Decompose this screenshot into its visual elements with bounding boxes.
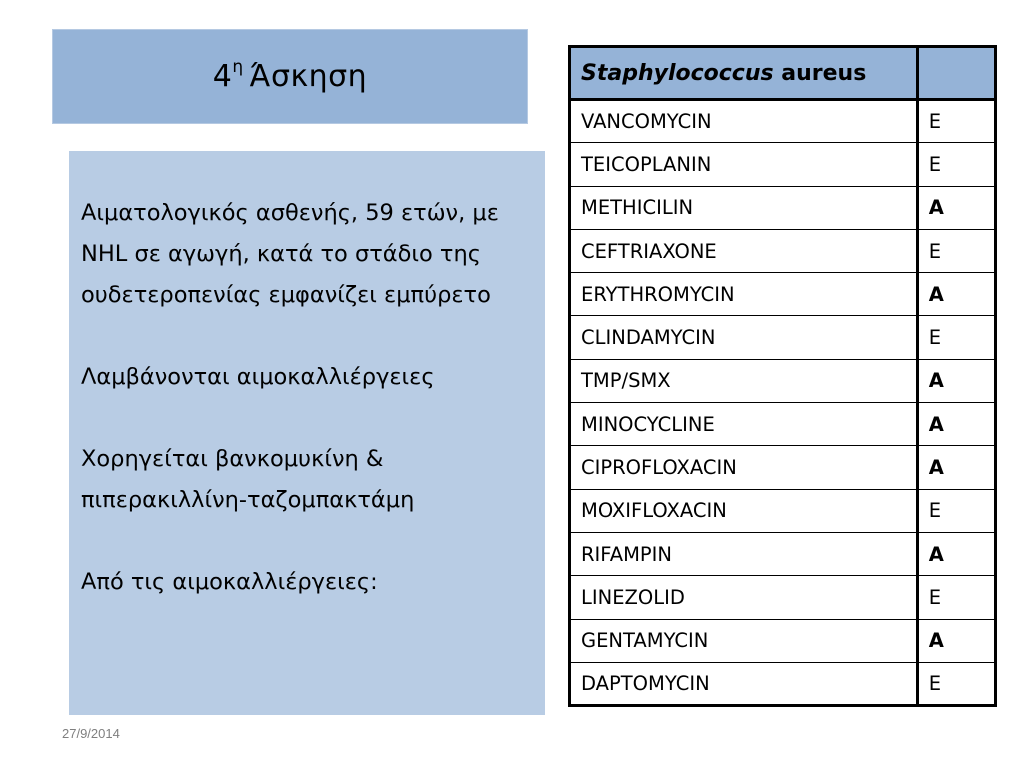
antibiotic-name: TEICOPLANIN — [570, 143, 918, 186]
susceptibility-result: E — [917, 100, 995, 143]
table-row — [570, 576, 996, 619]
table-row — [570, 316, 996, 359]
antibiotic-name: MOXIFLOXACIN — [570, 489, 918, 532]
slide-title — [213, 59, 367, 94]
table-row — [570, 403, 996, 446]
antibiotic-name: TMP/SMX — [570, 359, 918, 402]
table-row — [570, 143, 996, 186]
title-superscript: η — [232, 57, 244, 77]
susceptibility-result: E — [917, 662, 995, 705]
table-row — [570, 359, 996, 402]
susceptibility-table — [568, 45, 997, 707]
table-row — [570, 532, 996, 575]
case-paragraph: Χορηγείται βανκομυκίνη & πιπερακιλλίνη-ταζομπακτάμη — [81, 446, 415, 513]
susceptibility-result: A — [917, 619, 995, 662]
slide-date: 27/9/2014 — [62, 726, 120, 741]
antibiotic-name: MINOCYCLINE — [570, 403, 918, 446]
table-row — [570, 662, 996, 705]
antibiotic-name: DAPTOMYCIN — [570, 662, 918, 705]
case-paragraph: Από τις αιμοκαλλιέργειες: — [81, 569, 378, 595]
susceptibility-result: E — [917, 576, 995, 619]
table-row — [570, 186, 996, 229]
organism-header — [570, 47, 918, 100]
title-number: 4 — [212, 59, 233, 94]
antibiotic-name: ERYTHROMYCIN — [570, 273, 918, 316]
antibiotic-name: VANCOMYCIN — [570, 100, 918, 143]
susceptibility-result: A — [917, 359, 995, 402]
antibiotic-name: CLINDAMYCIN — [570, 316, 918, 359]
susceptibility-result: E — [917, 316, 995, 359]
title-word: Άσκηση — [249, 59, 368, 94]
antibiotic-name: LINEZOLID — [570, 576, 918, 619]
table-header-row — [570, 47, 996, 100]
case-paragraph: Αιματολογικός ασθενής, 59 ετών, με NHL σε αγωγή, κατά το στάδιο της ουδετεροπενίας εμφανίζει εμπύρετο — [81, 200, 499, 308]
result-header — [917, 47, 995, 100]
slide-title-box — [52, 29, 528, 124]
antibiotic-name: METHICILIN — [570, 186, 918, 229]
table-row — [570, 273, 996, 316]
susceptibility-result: E — [917, 489, 995, 532]
organism-genus: Staphylococcus — [581, 60, 774, 86]
case-paragraph: Λαμβάνονται αιμοκαλλιέργειες — [81, 364, 435, 390]
table-row — [570, 446, 996, 489]
antibiotic-name: GENTAMYCIN — [570, 619, 918, 662]
table-row — [570, 619, 996, 662]
table-body — [570, 100, 996, 706]
table-row — [570, 489, 996, 532]
susceptibility-result: A — [917, 403, 995, 446]
case-description-box — [69, 151, 545, 715]
susceptibility-result: A — [917, 273, 995, 316]
susceptibility-result: A — [917, 532, 995, 575]
organism-species: aureus — [781, 60, 867, 86]
susceptibility-result: A — [917, 186, 995, 229]
antibiotic-name: RIFAMPIN — [570, 532, 918, 575]
susceptibility-result: E — [917, 143, 995, 186]
table-row — [570, 229, 996, 272]
antibiotic-name: CIPROFLOXACIN — [570, 446, 918, 489]
susceptibility-result: A — [917, 446, 995, 489]
antibiotic-name: CEFTRIAXONE — [570, 229, 918, 272]
table-row — [570, 100, 996, 143]
susceptibility-result: E — [917, 229, 995, 272]
